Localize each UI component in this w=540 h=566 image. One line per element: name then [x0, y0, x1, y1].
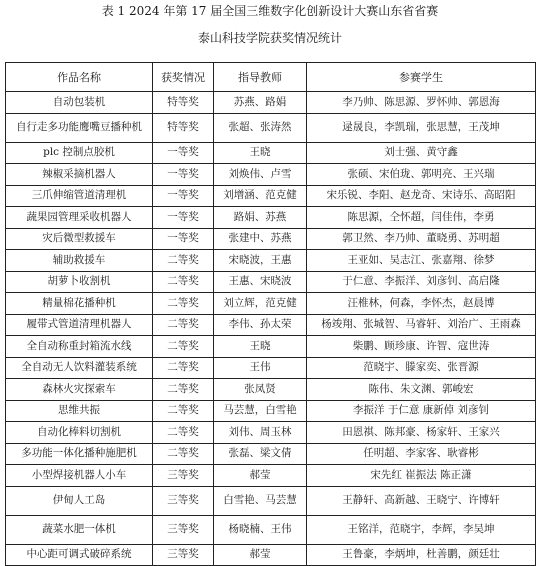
cell-work: 履带式管道清理机器人 [6, 314, 153, 336]
table-row [6, 271, 536, 293]
cell-work: 多功能一体化播种施肥机 [6, 443, 153, 465]
table-row [6, 486, 536, 515]
cell-students: 杨竣翔、张城智、马睿轩、刘治广、王雨森 [307, 314, 536, 336]
table-caption: 表 1 2024 年第 17 届全国三维数字化创新设计大赛山东省省赛 [101, 4, 439, 18]
cell-students: 李乃帅、陈思源、罗怀帅、郭恩海 [307, 92, 536, 114]
cell-teachers: 李伟、孙太荣 [214, 314, 307, 336]
header-award: 获奖情况 [153, 63, 214, 92]
cell-work: 伊甸人工岛 [6, 486, 153, 515]
cell-award: 二等奖 [153, 443, 214, 465]
cell-teachers: 杨晓楠、王伟 [214, 515, 307, 544]
header-teachers: 指导教师 [214, 63, 307, 92]
awards-table [5, 62, 536, 566]
cell-teachers: 白雪艳、马芸慧 [214, 486, 307, 515]
cell-award: 二等奖 [153, 400, 214, 422]
cell-teachers: 马芸慧，白雪艳 [214, 400, 307, 422]
cell-teachers: 张建中、苏燕 [214, 228, 307, 250]
cell-teachers: 郝莹 [214, 544, 307, 566]
cell-work: 辅助救援车 [6, 250, 153, 272]
table-row [6, 379, 536, 401]
cell-teachers: 苏燕、路娟 [214, 92, 307, 114]
cell-award: 二等奖 [153, 314, 214, 336]
cell-teachers: 王晓 [214, 142, 307, 164]
table-row [6, 293, 536, 315]
cell-students: 汪椎林，何森，李怀杰，赵晨博 [307, 293, 536, 315]
table-row [6, 228, 536, 250]
cell-award: 三等奖 [153, 515, 214, 544]
table-row [6, 185, 536, 207]
table-row [6, 400, 536, 422]
cell-teachers: 刘立辉，范克健 [214, 293, 307, 315]
cell-award: 三等奖 [153, 465, 214, 487]
cell-work: 全自动无人饮料灌装系统 [6, 357, 153, 379]
cell-students: 郭卫然、李乃帅、董晓勇、苏明超 [307, 228, 536, 250]
cell-students: 王铭洋，范晓宇，李辉，李吴坤 [307, 515, 536, 544]
cell-teachers: 路娟、苏燕 [214, 207, 307, 229]
cell-award: 一等奖 [153, 185, 214, 207]
cell-work: 全自动称重封箱流水线 [6, 336, 153, 358]
cell-work: 小型焊接机器人小车 [6, 465, 153, 487]
cell-teachers: 张超、张涛然 [214, 113, 307, 142]
cell-students: 宋乐锐、李阳、赵龙奇、宋诗乐、高昭阳 [307, 185, 536, 207]
table-row [6, 443, 536, 465]
table-subtitle: 泰山科技学院获奖情况统计 [197, 31, 342, 45]
cell-work: 蔬果园管理采收机器人 [6, 207, 153, 229]
cell-award: 二等奖 [153, 422, 214, 444]
table-row [6, 250, 536, 272]
cell-award: 三等奖 [153, 486, 214, 515]
cell-students: 陈思源，仝怀超，闫佳伟，李勇 [307, 207, 536, 229]
cell-award: 特等奖 [153, 113, 214, 142]
cell-students: 王亚如、吴志江、张嘉翔、徐梦 [307, 250, 536, 272]
cell-award: 二等奖 [153, 336, 214, 358]
cell-award: 二等奖 [153, 357, 214, 379]
table-row [6, 164, 536, 186]
cell-award: 一等奖 [153, 207, 214, 229]
cell-work: 三爪伸缩管道清理机 [6, 185, 153, 207]
cell-award: 二等奖 [153, 250, 214, 272]
cell-teachers: 王晓 [214, 336, 307, 358]
table-row [6, 113, 536, 142]
cell-students: 陈伟、朱文渊、郭峻宏 [307, 379, 536, 401]
table-row [6, 544, 536, 566]
cell-students: 王鲁豪，李炳坤，杜善鹏，颜廷壮 [307, 544, 536, 566]
cell-award: 一等奖 [153, 164, 214, 186]
cell-students: 田恩祺、陈邦豪、杨家轩、王家兴 [307, 422, 536, 444]
table-row [6, 357, 536, 379]
cell-award: 一等奖 [153, 142, 214, 164]
cell-students: 柴鹏、顾珍康、许智、寇世涛 [307, 336, 536, 358]
cell-teachers: 刘伟、周玉林 [214, 422, 307, 444]
cell-award: 二等奖 [153, 379, 214, 401]
cell-students: 李振洋 于仁意 康新倬 刘彦钊 [307, 400, 536, 422]
table-row [6, 422, 536, 444]
cell-students: 逯晟良，李凯瑞，张思慧，王茂坤 [307, 113, 536, 142]
table-row [6, 207, 536, 229]
cell-teachers: 张凤贤 [214, 379, 307, 401]
cell-teachers: 宋晓波，王惠 [214, 250, 307, 272]
cell-award: 一等奖 [153, 228, 214, 250]
cell-students: 刘士强、黄守鑫 [307, 142, 536, 164]
cell-work: 蔬菜水肥一体机 [6, 515, 153, 544]
header-row [6, 63, 536, 92]
cell-work: 灾后微型救援车 [6, 228, 153, 250]
cell-award: 二等奖 [153, 293, 214, 315]
cell-students: 于仁意、李振洋、刘彦钊、高启隆 [307, 271, 536, 293]
header-students: 参赛学生 [307, 63, 536, 92]
cell-teachers: 刘增涵、范克健 [214, 185, 307, 207]
table-row [6, 92, 536, 114]
cell-work: plc 控制点胶机 [6, 142, 153, 164]
cell-teachers: 刘焕伟、卢雪 [214, 164, 307, 186]
table-row [6, 465, 536, 487]
table-row [6, 314, 536, 336]
cell-students: 张硕、宋伯珑、郭明亮、王兴瑞 [307, 164, 536, 186]
cell-work: 自动化棒料切割机 [6, 422, 153, 444]
header-work: 作品名称 [6, 63, 153, 92]
cell-students: 范晓宇、滕家奕、张晋源 [307, 357, 536, 379]
cell-work: 精量棉花播种机 [6, 293, 153, 315]
cell-teachers: 王惠、宋晓波 [214, 271, 307, 293]
cell-work: 胡萝卜收割机 [6, 271, 153, 293]
cell-award: 三等奖 [153, 544, 214, 566]
cell-award: 二等奖 [153, 271, 214, 293]
cell-students: 宋先红 崔振法 陈正潇 [307, 465, 536, 487]
cell-teachers: 张磊、梁文倩 [214, 443, 307, 465]
cell-students: 王静轩、高新越、王晓宁、许博轩 [307, 486, 536, 515]
cell-teachers: 郝莹 [214, 465, 307, 487]
cell-students: 任明超、李家客、耿睿彬 [307, 443, 536, 465]
cell-teachers: 王伟 [214, 357, 307, 379]
cell-work: 思维共振 [6, 400, 153, 422]
table-row [6, 515, 536, 544]
table-row [6, 142, 536, 164]
cell-work: 辣椒采摘机器人 [6, 164, 153, 186]
cell-work: 森林火灾探索车 [6, 379, 153, 401]
cell-work: 中心距可调式破碎系统 [6, 544, 153, 566]
cell-work: 自行走多功能鹰嘴豆播种机 [6, 113, 153, 142]
table-row [6, 336, 536, 358]
cell-work: 自动包装机 [6, 92, 153, 114]
cell-award: 特等奖 [153, 92, 214, 114]
